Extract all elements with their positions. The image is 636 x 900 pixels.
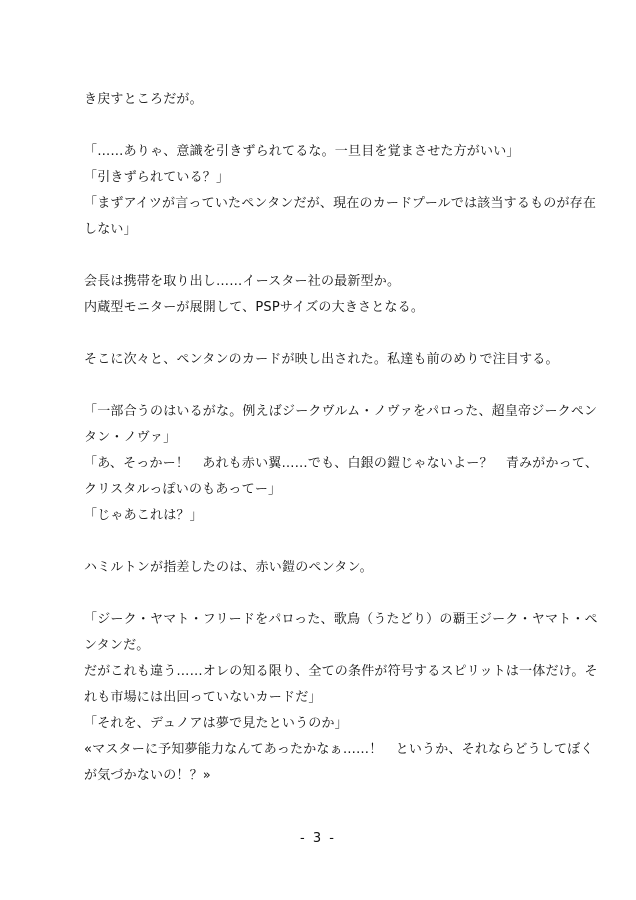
text-line: そこに次々と、ペンタンのカードが映し出された。私達も前のめりで注目する。 — [84, 352, 559, 367]
text-line: 「あ、そっかー！ あれも赤い翼……でも、白銀の鎧じゃないよー？ 青みがかって、 — [84, 456, 599, 471]
text-line: 「引きずられている？」 — [84, 170, 230, 185]
text-line: クリスタルっぽいのもあってー」 — [84, 482, 282, 497]
text-line: 「一部合うのはいるがな。例えばジークヴルム・ノヴァをパロった、超皇帝ジークペン — [84, 404, 598, 419]
blank-line — [84, 243, 564, 269]
text-line: しない」 — [84, 222, 137, 237]
body-text — [84, 87, 599, 789]
text-line: タン・ノヴァ」 — [84, 430, 177, 445]
text-line: «マスターに予知夢能力なんてあったかなぁ……！ というか、それならどうしてぼく — [84, 742, 594, 757]
text-line: ハミルトンが指差したのは、赤い鎧のペンタン。 — [84, 560, 373, 575]
text-line: 「じゃあこれは？」 — [84, 508, 203, 523]
text-line: が気づかないの！？» — [84, 768, 211, 783]
text-line: 「ジーク・ヤマト・フリードをパロった、歌鳥（うたどり）の覇王ジーク・ヤマト・ペ — [84, 612, 598, 627]
text-line: 内蔵型モニターが展開して、PSPサイズの大きさとなる。 — [84, 300, 425, 315]
blank-line — [84, 321, 564, 347]
text-line: れも市場には出回っていないカードだ」 — [84, 690, 322, 705]
page-number: - 3 - — [300, 831, 336, 846]
blank-line — [84, 529, 564, 555]
text-line: ンタンだ。 — [84, 638, 150, 653]
text-line: 「それを、デュノアは夢で見たというのか」 — [84, 716, 348, 731]
text-line: 「……ありゃ、意識を引きずられてるな。一旦目を覚まさせた方がいい」 — [84, 144, 520, 159]
text-line: き戻すところだが。 — [84, 92, 203, 107]
text-line: だがこれも違う……オレの知る限り、全ての条件が符号するスピリットは一体だけ。そ — [84, 664, 598, 679]
blank-line — [84, 581, 564, 607]
blank-line — [84, 113, 564, 139]
blank-line — [84, 373, 564, 399]
text-line: 会長は携帯を取り出し……イースター社の最新型か。 — [84, 274, 401, 289]
text-line: 「まずアイツが言っていたペンタンだが、現在のカードプールでは該当するものが存在 — [84, 196, 597, 211]
